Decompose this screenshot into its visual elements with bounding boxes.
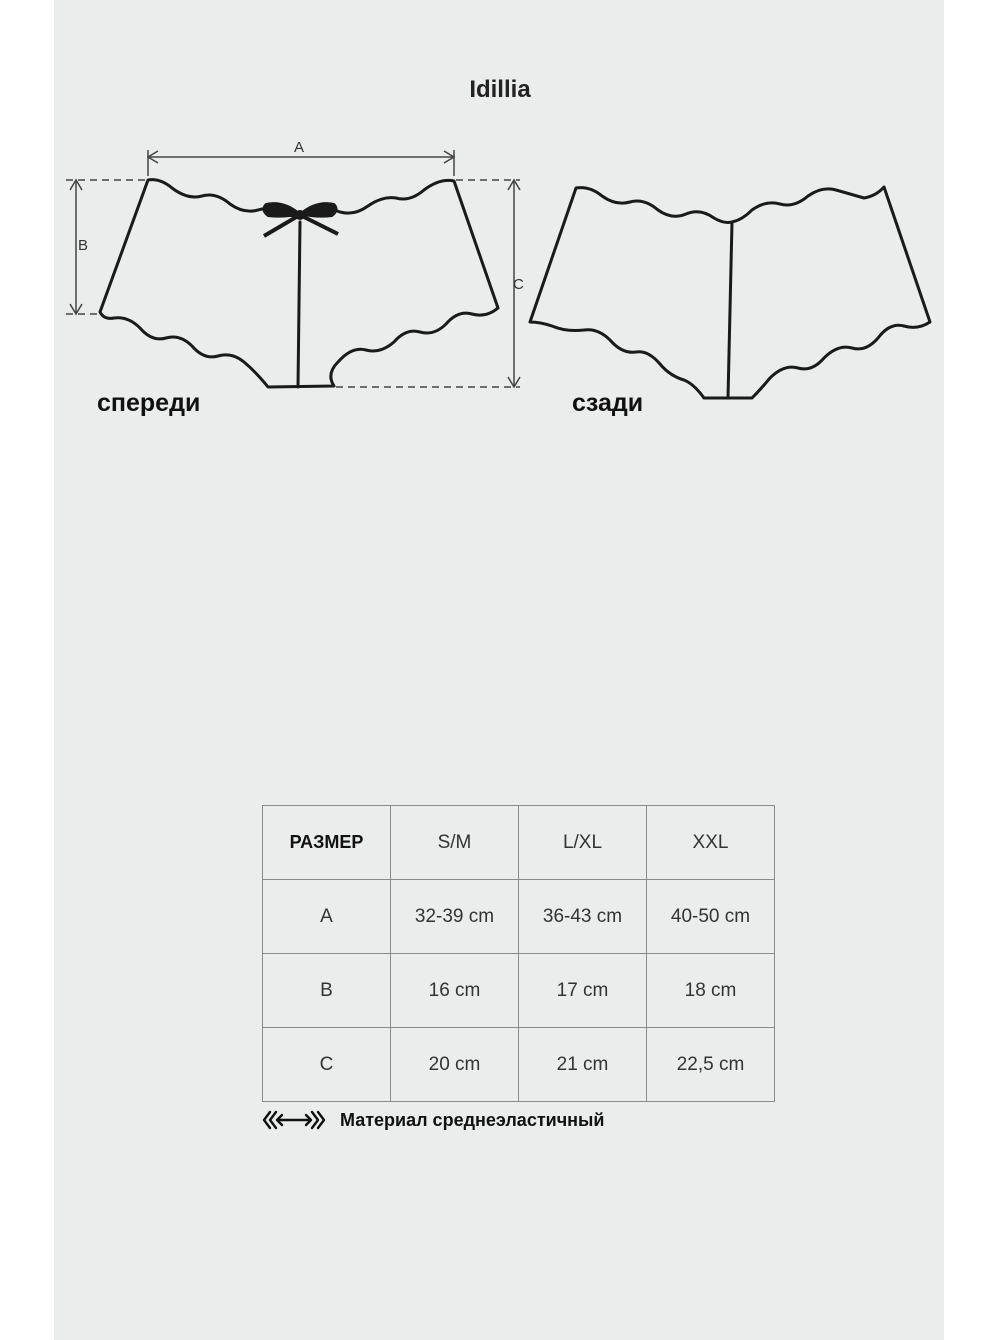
table-row bbox=[263, 954, 775, 1028]
product-title: Idillia bbox=[469, 76, 531, 103]
table-header-cell: XXL bbox=[647, 806, 775, 880]
table-cell: 22,5 cm bbox=[647, 1028, 775, 1102]
table-cell: A bbox=[263, 880, 391, 954]
material-note-text: Материал среднеэластичный bbox=[340, 1109, 605, 1130]
table-row bbox=[263, 1028, 775, 1102]
garment-diagram bbox=[0, 0, 1000, 430]
size-table bbox=[262, 805, 775, 1102]
front-view-label: спереди bbox=[97, 389, 201, 417]
table-row bbox=[263, 880, 775, 954]
material-note bbox=[262, 1109, 604, 1131]
dimension-a-label: A bbox=[294, 139, 305, 156]
table-cell: 36-43 cm bbox=[519, 880, 647, 954]
dimension-lines bbox=[66, 150, 520, 387]
table-cell: 32-39 cm bbox=[391, 880, 519, 954]
dimension-b-label: B bbox=[78, 237, 89, 254]
table-cell: 18 cm bbox=[647, 954, 775, 1028]
table-header-cell: S/M bbox=[391, 806, 519, 880]
back-view-drawing bbox=[530, 187, 930, 398]
table-header-cell: РАЗМЕР bbox=[263, 806, 391, 880]
dimension-c-label: C bbox=[513, 276, 524, 293]
stretch-arrows-icon bbox=[262, 1109, 326, 1131]
table-cell: 21 cm bbox=[519, 1028, 647, 1102]
table-cell: C bbox=[263, 1028, 391, 1102]
back-view-label: сзади bbox=[572, 389, 644, 417]
table-cell: 20 cm bbox=[391, 1028, 519, 1102]
table-cell: 16 cm bbox=[391, 954, 519, 1028]
table-cell: 40-50 cm bbox=[647, 880, 775, 954]
table-cell: B bbox=[263, 954, 391, 1028]
table-header-cell: L/XL bbox=[519, 806, 647, 880]
table-cell: 17 cm bbox=[519, 954, 647, 1028]
table-header-row bbox=[263, 806, 775, 880]
